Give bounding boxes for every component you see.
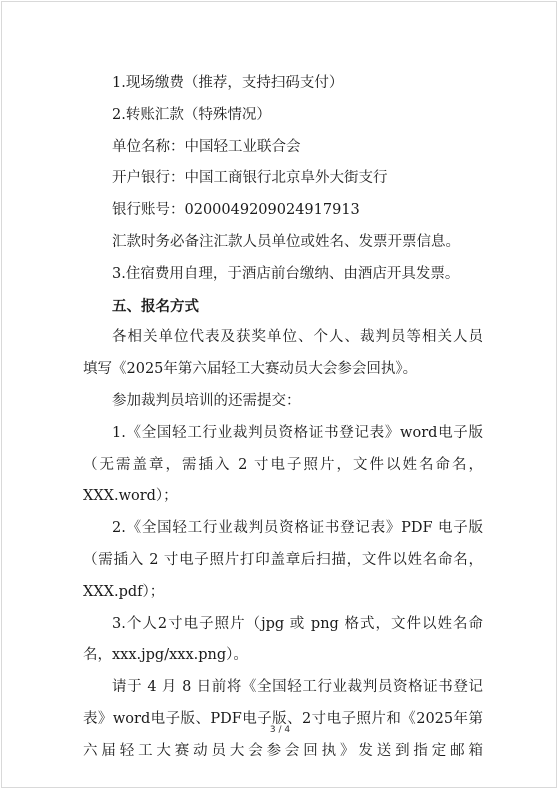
bank-name: 开户银行：中国工商银行北京阜外大街支行 xyxy=(112,170,388,187)
list-item-line: 2.《全国轻工行业裁判员资格证书登记表》PDF 电子版 xyxy=(112,520,483,537)
list-item-line: 名，xxx.jpg/xxx.png）。 xyxy=(83,647,248,664)
section-heading-registration: 五、报名方式 xyxy=(112,297,199,315)
list-item-line: （需插入 2 寸电子照片打印盖章后扫描，文件以姓名命名， xyxy=(83,551,483,568)
payment-option-onsite: 1.现场缴费（推荐，支持扫码支付） xyxy=(112,75,344,91)
accommodation-note: 3.住宿费用自理，于酒店前台缴纳、由酒店开具发票。 xyxy=(112,265,460,282)
remittance-note: 汇款时务必备注汇款人员单位或姓名、发票开票信息。 xyxy=(112,233,460,250)
account-name: 单位名称：中国轻工业联合会 xyxy=(112,138,301,155)
payment-option-transfer: 2.转账汇款（特殊情况） xyxy=(112,106,271,123)
paragraph-line: 参加裁判员培训的还需提交： xyxy=(112,392,301,409)
page-number: 3 / 4 xyxy=(269,725,291,735)
list-item-line: XXX.pdf）； xyxy=(83,583,165,600)
list-item-line: （无需盖章，需插入 2 寸电子照片，文件以姓名命名， xyxy=(83,456,483,473)
paragraph-line: 请于 4 月 8 日前将《全国轻工行业裁判员资格证书登记 xyxy=(112,679,483,696)
list-item-line: 1.《全国轻工行业裁判员资格证书登记表》word电子版 xyxy=(112,424,483,441)
paragraph-line: 表》word电子版、PDF电子版、2寸电子照片和《2025年第 xyxy=(83,710,483,727)
paragraph-line: 填写《2025年第六届轻工大赛动员大会参会回执》。 xyxy=(83,361,418,378)
paragraph-line: 六届轻工大赛动员大会参会回执》发送到指定邮箱 xyxy=(83,742,483,759)
list-item-line: 3.个人2寸电子照片（jpg 或 png 格式，文件以姓名命 xyxy=(112,615,483,632)
document-body xyxy=(83,68,483,768)
paragraph-line: 各相关单位代表及获奖单位、个人、裁判员等相关人员 xyxy=(112,329,483,346)
list-item-line: XXX.word）； xyxy=(83,488,178,505)
account-number: 银行账号：0200049209024917913 xyxy=(112,202,360,219)
